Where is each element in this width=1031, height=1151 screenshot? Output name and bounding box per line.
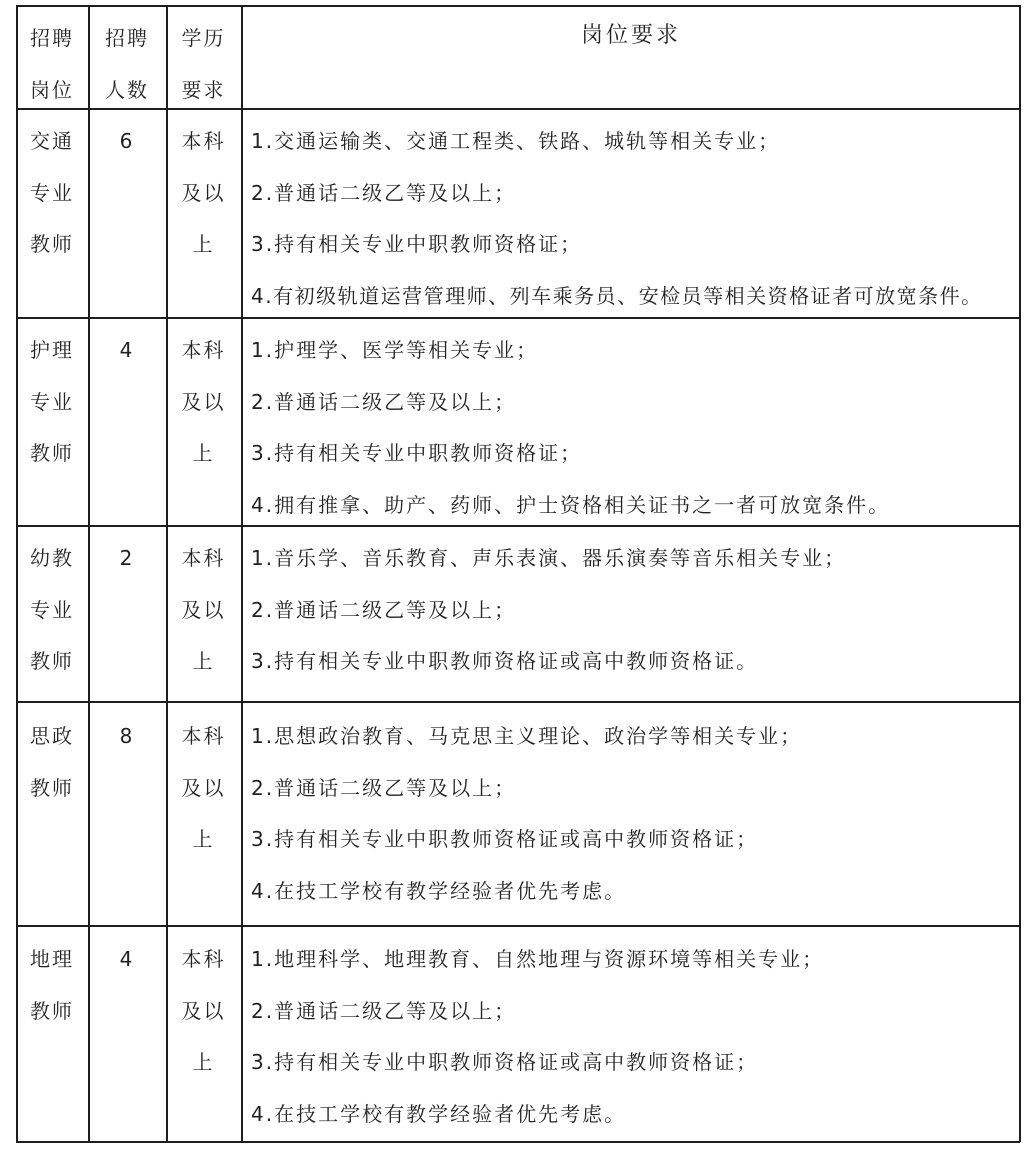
education-line: 本科	[181, 129, 226, 153]
education-line: 本科	[181, 724, 226, 748]
education-line: 本科	[181, 338, 226, 362]
table-row-position	[16, 711, 88, 814]
requirement-line: 2.普通话二级乙等及以上；	[251, 775, 517, 800]
table-row-position	[16, 533, 88, 688]
table-row-requirements	[251, 934, 824, 1140]
count-value: 6	[119, 129, 135, 153]
header-count	[88, 13, 166, 116]
header-count-line: 人数	[105, 77, 149, 102]
header-position-line: 招聘	[30, 26, 74, 50]
table-row-count	[88, 325, 166, 377]
education-line: 上	[192, 232, 215, 256]
requirement-line: 4.拥有推拿、助产、药师、护士资格相关证书之一者可放宽条件。	[251, 492, 891, 517]
education-line: 上	[192, 649, 215, 673]
education-line: 上	[192, 1050, 215, 1074]
table-row-education	[166, 116, 241, 271]
position-line: 教师	[30, 775, 74, 800]
grid-line	[1019, 5, 1021, 1142]
education-line: 本科	[181, 947, 226, 971]
requirement-line: 2.普通话二级乙等及以上；	[251, 597, 517, 622]
requirement-line: 4.在技工学校有教学经验者优先考虑。	[251, 1101, 627, 1126]
requirement-line: 3.持有相关专业中职教师资格证或高中教师资格证；	[251, 827, 759, 851]
requirement-line: 1.思想政治教育、马克思主义理论、政治学等相关专业；	[251, 724, 803, 748]
table-row-position	[16, 325, 88, 480]
table-row-position	[16, 934, 88, 1037]
position-line: 教师	[30, 998, 74, 1023]
requirement-line: 3.持有相关专业中职教师资格证或高中教师资格证。	[251, 649, 759, 673]
header-education-line: 要求	[181, 77, 226, 102]
grid-line	[16, 701, 1020, 703]
grid-line	[16, 925, 1020, 927]
education-line: 及以	[181, 597, 226, 622]
requirement-line: 1.音乐学、音乐教育、声乐表演、器乐演奏等音乐相关专业；	[251, 546, 847, 570]
education-line: 及以	[181, 180, 226, 205]
position-line: 专业	[30, 389, 74, 414]
requirement-line: 1.地理科学、地理教育、自然地理与资源环境等相关专业；	[251, 947, 825, 971]
count-value: 2	[119, 546, 135, 570]
count-value: 4	[119, 947, 135, 971]
position-line: 地理	[30, 947, 74, 971]
requirement-line: 4.有初级轨道运营管理师、列车乘务员、安检员等相关资格证者可放宽条件。	[251, 283, 983, 308]
position-line: 专业	[30, 180, 74, 205]
header-count-line: 招聘	[105, 26, 149, 50]
education-line: 上	[192, 441, 215, 465]
education-line: 本科	[181, 546, 226, 570]
table-row-education	[166, 934, 241, 1089]
requirement-line: 1.护理学、医学等相关专业；	[251, 338, 539, 362]
table-row-requirements	[251, 711, 802, 917]
count-value: 4	[119, 338, 135, 362]
header-position-line: 岗位	[30, 77, 74, 102]
header-position	[16, 13, 88, 116]
education-line: 上	[192, 827, 215, 851]
position-line: 幼教	[30, 546, 74, 570]
requirement-line: 3.持有相关专业中职教师资格证；	[251, 232, 583, 256]
table-row-count	[88, 711, 166, 763]
education-line: 及以	[181, 389, 226, 414]
table-row-count	[88, 533, 166, 585]
requirement-line: 2.普通话二级乙等及以上；	[251, 389, 517, 414]
grid-line	[16, 5, 1020, 7]
header-education-line: 学历	[181, 26, 226, 50]
table-row-education	[166, 325, 241, 480]
table-row-education	[166, 533, 241, 688]
table-row-requirements	[251, 325, 890, 531]
grid-line	[16, 1141, 1020, 1143]
table-row-count	[88, 116, 166, 168]
position-line: 教师	[30, 649, 74, 673]
position-line: 教师	[30, 232, 74, 256]
position-line: 专业	[30, 597, 74, 622]
grid-line	[241, 5, 243, 1142]
position-line: 护理	[30, 338, 74, 362]
header-requirements: 岗位要求	[580, 23, 681, 48]
table-row-count	[88, 934, 166, 986]
header-education	[166, 13, 241, 116]
table-row-requirements	[251, 533, 846, 688]
table-row-position	[16, 116, 88, 271]
education-line: 及以	[181, 998, 226, 1023]
requirement-line: 2.普通话二级乙等及以上；	[251, 998, 517, 1023]
position-line: 教师	[30, 441, 74, 465]
position-line: 交通	[30, 129, 74, 153]
requirement-line: 2.普通话二级乙等及以上；	[251, 180, 517, 205]
requirement-line: 3.持有相关专业中职教师资格证或高中教师资格证；	[251, 1050, 759, 1074]
requirement-line: 3.持有相关专业中职教师资格证；	[251, 441, 583, 465]
requirement-line: 1.交通运输类、交通工程类、铁路、城轨等相关专业；	[251, 129, 781, 153]
table-row-requirements	[251, 116, 983, 322]
education-line: 及以	[181, 775, 226, 800]
requirement-line: 4.在技工学校有教学经验者优先考虑。	[251, 878, 627, 903]
count-value: 8	[119, 724, 135, 748]
position-line: 思政	[30, 724, 74, 748]
table-row-education	[166, 711, 241, 866]
